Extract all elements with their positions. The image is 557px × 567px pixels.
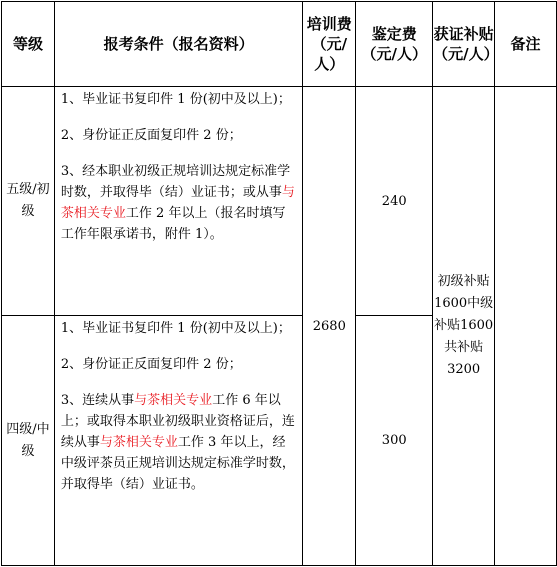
condition-item-1: 1、毕业证书复印件 1 份(初中及以上)；	[60, 92, 291, 107]
appraisal-fee-cell-junior: 240	[356, 87, 433, 316]
appraisal-fee-cell-intermediate: 300	[356, 316, 433, 566]
conditions-cell-intermediate	[54, 316, 302, 566]
table-row-junior	[2, 87, 557, 316]
header-training-fee: 培训费（元/人）	[303, 2, 356, 87]
condition-item-3	[61, 161, 296, 245]
highlight-tea-major: 与茶相关专业	[99, 435, 178, 450]
header-level: 等级	[2, 2, 55, 87]
subsidy-cell: 初级补贴1600中级补贴1600共补贴3200	[433, 87, 495, 566]
condition-text: 工作 2 年以上（报名时填写工作年限承诺书，附件 1）。	[60, 206, 286, 242]
condition-item-2: 2、身份证正反面复印件 2 份；	[60, 128, 242, 143]
highlight-tea-major: 与茶相关专业	[134, 393, 213, 408]
condition-text: 工作 6 年以上；或取得本职业初级职业资格证后，连续从事	[60, 393, 295, 450]
condition-text: 3、连续从事	[60, 393, 135, 408]
training-fee-cell: 2680	[303, 87, 356, 566]
condition-item-1: 1、毕业证书复印件 1 份(初中及以上)；	[60, 321, 291, 336]
registration-table	[1, 1, 557, 566]
level-cell-junior: 五级/初级	[2, 87, 55, 316]
condition-text: 3、经本职业初级正规培训达规定标准学时数，并取得毕（结）业证书；或从事	[60, 164, 291, 200]
condition-item-3	[61, 390, 296, 495]
header-row	[2, 2, 557, 87]
header-remarks: 备注	[495, 2, 557, 87]
header-appraisal-fee: 鉴定费（元/人）	[356, 2, 433, 87]
remarks-cell	[495, 87, 557, 566]
condition-item-2: 2、身份证正反面复印件 2 份；	[60, 357, 242, 372]
condition-text: 工作 3 年以上，经中级评茶员正规培训达规定标准学时数，并取得毕（结）业证书。	[60, 435, 295, 492]
highlight-tea-major: 与茶相关专业	[60, 185, 295, 221]
conditions-cell-junior	[54, 87, 302, 316]
level-cell-intermediate: 四级/中级	[2, 316, 55, 566]
header-conditions: 报考条件（报名资料）	[54, 2, 302, 87]
header-subsidy: 获证补贴（元/人）	[433, 2, 495, 87]
